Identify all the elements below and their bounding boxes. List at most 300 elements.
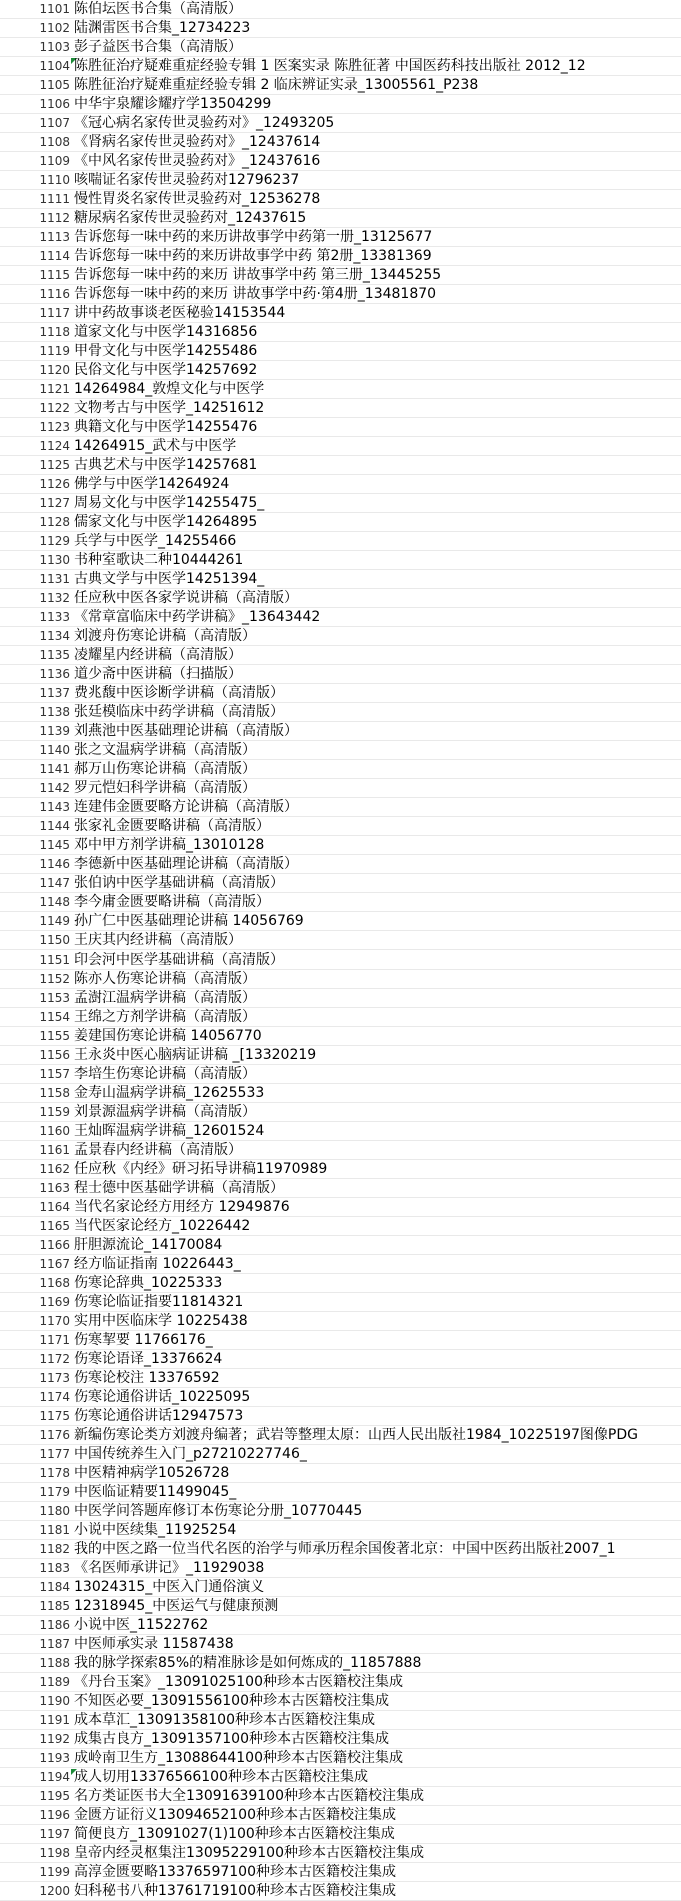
book-title-cell[interactable]: 《名医师承讲记》_11929038 — [74, 1559, 265, 1576]
table-row[interactable] — [0, 1407, 681, 1426]
table-row[interactable] — [0, 437, 681, 456]
book-title-cell[interactable]: 张家礼金匮要略讲稿（高清版） — [74, 818, 270, 835]
book-title-cell[interactable]: 张廷模临床中药学讲稿（高清版） — [74, 704, 284, 721]
row-number: 1114 — [39, 249, 70, 264]
table-row[interactable] — [0, 418, 681, 437]
book-title-cell[interactable]: 彭子益医书合集（高清版） — [74, 39, 242, 56]
book-title-cell[interactable]: 古典文学与中医学14251394_ — [74, 571, 265, 588]
row-number: 1103 — [39, 40, 70, 55]
row-number: 1185 — [39, 1598, 70, 1613]
row-number: 1143 — [39, 800, 70, 815]
table-row[interactable] — [0, 1464, 681, 1483]
table-row[interactable] — [0, 741, 681, 760]
table-row[interactable] — [0, 228, 681, 247]
book-title-cell[interactable]: 中医临证精要11499045_ — [74, 1483, 237, 1500]
book-title-cell[interactable]: 讲中药故事谈老医秘验14153544 — [74, 305, 286, 322]
book-title-cell[interactable]: 连建伟金匮要略方论讲稿（高清版） — [74, 799, 298, 816]
book-title-cell[interactable]: 道家文化与中医学14316856 — [74, 324, 258, 341]
table-row[interactable] — [0, 1312, 681, 1331]
table-row[interactable] — [0, 0, 681, 19]
book-title-cell[interactable]: 皇帝内经灵枢集注13095229100种珍本古医籍校注集成 — [74, 1844, 424, 1861]
table-row[interactable] — [0, 703, 681, 722]
table-row[interactable] — [0, 475, 681, 494]
row-number: 1107 — [39, 116, 70, 131]
row-number: 1199 — [39, 1864, 70, 1879]
row-number: 1190 — [39, 1693, 70, 1708]
table-row[interactable] — [0, 1350, 681, 1369]
book-title-cell[interactable]: 《冠心病名家传世灵验药对》_12493205 — [74, 115, 335, 132]
row-number: 1192 — [39, 1731, 70, 1746]
row-number: 1196 — [39, 1807, 70, 1822]
table-row[interactable] — [0, 1597, 681, 1616]
book-title-cell[interactable]: 经方临证指南 10226443_ — [74, 1255, 241, 1272]
row-number: 1139 — [39, 724, 70, 739]
table-row[interactable] — [0, 1863, 681, 1882]
row-number: 1182 — [39, 1541, 70, 1556]
table-row[interactable] — [0, 1616, 681, 1635]
row-number: 1131 — [39, 572, 70, 587]
book-title-cell[interactable]: 伤寒论通俗讲话_10225095 — [74, 1388, 251, 1405]
book-title-cell[interactable]: 刘景源温病学讲稿（高清版） — [74, 1103, 256, 1120]
row-number: 1145 — [39, 838, 70, 853]
book-title-cell[interactable]: 凌耀星内经讲稿（高清版） — [74, 647, 242, 664]
row-number: 1135 — [39, 648, 70, 663]
table-row[interactable] — [0, 1730, 681, 1749]
row-number: 1187 — [39, 1636, 70, 1651]
book-title-cell[interactable]: 告诉您每一味中药的来历 讲故事学中药·第4册_13481870 — [74, 286, 437, 303]
table-row[interactable] — [0, 304, 681, 323]
row-number: 1168 — [39, 1275, 70, 1290]
table-row[interactable] — [0, 931, 681, 950]
row-number: 1112 — [39, 211, 70, 226]
table-row[interactable] — [0, 57, 681, 76]
book-title-cell[interactable]: 成人切用13376566100种珍本古医籍校注集成 — [74, 1768, 368, 1785]
row-number: 1134 — [39, 629, 70, 644]
book-title-cell[interactable]: 道少斋中医讲稿（扫描版） — [74, 666, 242, 683]
table-row[interactable] — [0, 1027, 681, 1046]
row-number: 1109 — [39, 154, 70, 169]
table-row[interactable] — [0, 1198, 681, 1217]
row-number: 1144 — [39, 819, 70, 834]
table-row[interactable] — [0, 1274, 681, 1293]
book-title-cell[interactable]: 陈亦人伤寒论讲稿（高清版） — [74, 970, 256, 987]
table-row[interactable] — [0, 1521, 681, 1540]
row-number: 1156 — [39, 1047, 70, 1062]
book-title-cell[interactable]: 伤寒论通俗讲话12947573 — [74, 1407, 244, 1424]
table-row[interactable] — [0, 1540, 681, 1559]
table-row[interactable] — [0, 874, 681, 893]
book-title-cell[interactable]: 任应秋《内经》研习拓导讲稿11970989 — [74, 1160, 328, 1177]
table-row[interactable] — [0, 989, 681, 1008]
row-number: 1147 — [39, 876, 70, 891]
book-title-cell[interactable]: 郝万山伤寒论讲稿（高清版） — [74, 761, 256, 778]
book-title-cell[interactable]: 当代名家论经方用经方 12949876 — [74, 1198, 290, 1215]
book-title-cell[interactable]: 邓中甲方剂学讲稿_13010128 — [74, 837, 265, 854]
row-number: 1172 — [39, 1351, 70, 1366]
row-number: 1162 — [39, 1161, 70, 1176]
book-title-cell[interactable]: 《中风名家传世灵验药对》_12437616 — [74, 153, 321, 170]
table-row[interactable] — [0, 836, 681, 855]
row-number: 1146 — [39, 857, 70, 872]
book-title-cell[interactable]: 名方类证医书大全13091639100种珍本古医籍校注集成 — [74, 1787, 424, 1804]
table-row[interactable] — [0, 1255, 681, 1274]
row-number: 1132 — [39, 591, 70, 606]
row-number: 1108 — [39, 135, 70, 150]
book-title-cell[interactable]: 书种室歌诀二种10444261 — [74, 552, 244, 569]
row-number: 1173 — [39, 1370, 70, 1385]
row-number: 1197 — [39, 1826, 70, 1841]
table-row[interactable] — [0, 1103, 681, 1122]
book-title-cell[interactable]: 咳喘证名家传世灵验药对12796237 — [74, 172, 300, 189]
book-title-cell[interactable]: 陆渊雷医书合集_12734223 — [74, 20, 251, 36]
book-title-cell[interactable]: 小说中医续集_11925254 — [74, 1521, 237, 1538]
row-number: 1186 — [39, 1617, 70, 1632]
table-row[interactable] — [0, 1787, 681, 1806]
row-number: 1164 — [39, 1199, 70, 1214]
table-row[interactable] — [0, 1654, 681, 1673]
book-title-cell[interactable]: 13024315_中医入门通俗演义 — [74, 1578, 265, 1595]
book-title-cell[interactable]: 中国传统养生入门_p27210227746_ — [74, 1445, 307, 1462]
table-row[interactable] — [0, 209, 681, 228]
row-number: 1151 — [39, 952, 70, 967]
row-number: 1125 — [39, 458, 70, 473]
table-row[interactable] — [0, 1502, 681, 1521]
row-number: 1188 — [39, 1655, 70, 1670]
book-title-cell[interactable]: 成集古良方_13091357100种珍本古医籍校注集成 — [74, 1730, 389, 1747]
table-row[interactable] — [0, 1122, 681, 1141]
book-title-cell[interactable]: 高淳金匮要略13376597100种珍本古医籍校注集成 — [74, 1863, 396, 1880]
row-number: 1124 — [39, 439, 70, 454]
book-title-cell[interactable]: 《丹台玉案》_13091025100种珍本古医籍校注集成 — [74, 1673, 403, 1690]
book-title-cell[interactable]: 佛学与中医学14264924 — [74, 476, 230, 493]
book-title-cell[interactable]: 王永炎中医心脑病证讲稿 _[13320219 — [74, 1046, 317, 1063]
row-number: 1106 — [39, 97, 70, 112]
table-row[interactable] — [0, 380, 681, 399]
table-row[interactable] — [0, 532, 681, 551]
book-title-cell[interactable]: 小说中医_11522762 — [74, 1616, 209, 1633]
row-number: 1169 — [39, 1294, 70, 1309]
row-number: 1194 — [39, 1769, 70, 1784]
book-title-cell[interactable]: 古典艺术与中医学14257681 — [74, 457, 258, 474]
book-title-cell[interactable]: 王绵之方剂学讲稿（高清版） — [74, 1008, 256, 1025]
row-number: 1159 — [39, 1104, 70, 1119]
table-row[interactable] — [0, 589, 681, 608]
row-number: 1157 — [39, 1066, 70, 1081]
row-number: 1166 — [39, 1237, 70, 1252]
book-title-cell[interactable]: 《常章富临床中药学讲稿》_13643442 — [74, 609, 321, 626]
row-number: 1189 — [39, 1674, 70, 1689]
row-number: 1180 — [39, 1503, 70, 1518]
book-title-cell[interactable]: 费兆馥中医诊断学讲稿（高清版） — [74, 685, 284, 702]
row-number: 1111 — [39, 192, 70, 207]
book-title-cell[interactable]: 我的中医之路一位当代名医的治学与师承历程余国俊著北京：中国中医药出版社2007_1 — [74, 1540, 616, 1557]
row-number: 1167 — [39, 1256, 70, 1271]
book-title-cell[interactable]: 兵学与中医学_14255466 — [74, 533, 237, 550]
table-row[interactable] — [0, 893, 681, 912]
table-row[interactable] — [0, 399, 681, 418]
book-title-cell[interactable]: 《肾病名家传世灵验药对》_12437614 — [74, 134, 321, 151]
table-row[interactable] — [0, 1331, 681, 1350]
row-number: 1141 — [39, 762, 70, 777]
row-number: 1183 — [39, 1560, 70, 1575]
row-number: 1155 — [39, 1028, 70, 1043]
row-number: 1123 — [39, 420, 70, 435]
row-number: 1179 — [39, 1484, 70, 1499]
table-row[interactable] — [0, 855, 681, 874]
table-row[interactable] — [0, 1293, 681, 1312]
book-title-cell[interactable]: 伤寒论语译_13376624 — [74, 1350, 223, 1367]
book-title-cell[interactable]: 成本草汇_13091358100种珍本古医籍校注集成 — [74, 1711, 375, 1728]
book-title-cell[interactable]: 陈伯坛医书合集（高清版） — [74, 1, 242, 17]
book-title-cell[interactable]: 李培生伤寒论讲稿（高清版） — [74, 1065, 256, 1082]
table-row[interactable] — [0, 323, 681, 342]
book-title-cell[interactable]: 罗元恺妇科学讲稿（高清版） — [74, 780, 256, 797]
table-row[interactable] — [0, 1673, 681, 1692]
table-row[interactable] — [0, 266, 681, 285]
row-number: 1104 — [39, 59, 70, 74]
table-row[interactable] — [0, 1483, 681, 1502]
row-number: 1118 — [39, 325, 70, 340]
table-row[interactable] — [0, 1635, 681, 1654]
table-row[interactable] — [0, 970, 681, 989]
table-row[interactable] — [0, 456, 681, 475]
table-row[interactable] — [0, 38, 681, 57]
row-number: 1113 — [39, 230, 70, 245]
row-number: 1193 — [39, 1750, 70, 1765]
table-row[interactable] — [0, 1692, 681, 1711]
book-title-cell[interactable]: 妇科秘书八种13761719100种珍本古医籍校注集成 — [74, 1882, 396, 1899]
row-number: 1184 — [39, 1579, 70, 1594]
row-number: 1160 — [39, 1123, 70, 1138]
row-number: 1165 — [39, 1218, 70, 1233]
book-title-cell[interactable]: 张伯讷中医学基础讲稿（高清版） — [74, 875, 284, 892]
table-row[interactable] — [0, 1008, 681, 1027]
table-row[interactable] — [0, 19, 681, 38]
row-number: 1101 — [39, 2, 70, 16]
row-number: 1117 — [39, 306, 70, 321]
book-title-cell[interactable]: 任应秋中医各家学说讲稿（高清版） — [74, 590, 298, 607]
row-number: 1121 — [39, 382, 70, 397]
book-title-cell[interactable]: 伤寒论临证指要11814321 — [74, 1293, 244, 1310]
book-title-cell[interactable]: 告诉您每一味中药的来历 讲故事学中药 第三册_13445255 — [74, 267, 442, 284]
table-row[interactable] — [0, 76, 681, 95]
row-number: 1175 — [39, 1408, 70, 1423]
table-row[interactable] — [0, 1388, 681, 1407]
table-row[interactable] — [0, 627, 681, 646]
book-title-cell[interactable]: 孟景春内经讲稿（高清版） — [74, 1141, 242, 1158]
table-row[interactable] — [0, 1711, 681, 1730]
table-row[interactable] — [0, 171, 681, 190]
table-row[interactable] — [0, 722, 681, 741]
table-row[interactable] — [0, 1160, 681, 1179]
table-row[interactable] — [0, 361, 681, 380]
table-row[interactable] — [0, 494, 681, 513]
book-title-cell[interactable]: 中华宇泉耀诊耀疗学13504299 — [74, 96, 272, 113]
row-number: 1138 — [39, 705, 70, 720]
table-row[interactable] — [0, 1046, 681, 1065]
table-row[interactable] — [0, 152, 681, 171]
row-number: 1181 — [39, 1522, 70, 1537]
row-number: 1137 — [39, 686, 70, 701]
book-title-cell[interactable]: 王庆其内经讲稿（高清版） — [74, 932, 242, 949]
book-title-cell[interactable]: 金寿山温病学讲稿_12625533 — [74, 1084, 265, 1101]
row-number: 1148 — [39, 895, 70, 910]
row-number: 1126 — [39, 477, 70, 492]
book-title-cell[interactable]: 陈胜征治疗疑难重症经验专辑 1 医案实录 陈胜征著 中国医药科技出版社 2012_12 — [74, 58, 586, 75]
book-title-cell[interactable]: 告诉您每一味中药的来历讲故事学中药第一册_13125677 — [74, 229, 433, 246]
book-title-cell[interactable]: 成岭南卫生方_13088644100种珍本古医籍校注集成 — [74, 1749, 403, 1766]
book-title-cell[interactable]: 典籍文化与中医学14255476 — [74, 419, 258, 436]
book-title-cell[interactable]: 孙广仁中医基础理论讲稿 14056769 — [74, 913, 304, 930]
book-title-cell[interactable]: 中医学问答题库修订本伤寒论分册_10770445 — [74, 1502, 363, 1519]
book-title-cell[interactable]: 程士德中医基础学讲稿（高清版） — [74, 1179, 284, 1196]
row-number: 1198 — [39, 1845, 70, 1860]
table-row[interactable] — [0, 570, 681, 589]
table-row[interactable] — [0, 1369, 681, 1388]
table-row[interactable] — [0, 190, 681, 209]
book-title-cell[interactable]: 李德新中医基础理论讲稿（高清版） — [74, 856, 298, 873]
row-number: 1119 — [39, 344, 70, 359]
table-row[interactable] — [0, 912, 681, 931]
row-number: 1140 — [39, 743, 70, 758]
row-number: 1154 — [39, 1009, 70, 1024]
row-number: 1153 — [39, 990, 70, 1005]
book-title-cell[interactable]: 中医精神病学10526728 — [74, 1464, 230, 1481]
table-row[interactable] — [0, 1749, 681, 1768]
row-number: 1178 — [39, 1465, 70, 1480]
table-row[interactable] — [0, 513, 681, 532]
book-title-cell[interactable]: 当代医家论经方_10226442 — [74, 1217, 251, 1234]
row-number: 1102 — [39, 21, 70, 35]
table-row[interactable] — [0, 342, 681, 361]
table-row[interactable] — [0, 1578, 681, 1597]
table-row[interactable] — [0, 551, 681, 570]
book-title-cell[interactable]: 12318945_中医运气与健康预测 — [74, 1597, 279, 1614]
row-number: 1163 — [39, 1180, 70, 1195]
row-number: 1142 — [39, 781, 70, 796]
table-row[interactable] — [0, 798, 681, 817]
table-row[interactable] — [0, 1217, 681, 1236]
table-row[interactable] — [0, 665, 681, 684]
book-title-cell[interactable]: 伤寒论校注 13376592 — [74, 1369, 220, 1386]
book-title-cell[interactable]: 张之文温病学讲稿（高清版） — [74, 742, 256, 759]
book-title-cell[interactable]: 金匮方证衍义13094652100种珍本古医籍校注集成 — [74, 1806, 396, 1823]
table-row[interactable] — [0, 1065, 681, 1084]
book-title-cell[interactable]: 不知医必要_13091556100种珍本古医籍校注集成 — [74, 1692, 389, 1709]
table-row[interactable] — [0, 1141, 681, 1160]
book-title-cell[interactable]: 李今庸金匮要略讲稿（高清版） — [74, 894, 270, 911]
table-row[interactable] — [0, 760, 681, 779]
row-number: 1177 — [39, 1446, 70, 1461]
table-row[interactable] — [0, 646, 681, 665]
table-row[interactable] — [0, 114, 681, 133]
book-title-cell[interactable]: 我的脉学探索85%的精准脉诊是如何炼成的_11857888 — [74, 1654, 422, 1671]
row-number: 1170 — [39, 1313, 70, 1328]
table-row[interactable] — [0, 285, 681, 304]
book-title-cell[interactable]: 甲骨文化与中医学14255486 — [74, 343, 258, 360]
book-title-cell[interactable]: 告诉您每一味中药的来历讲故事学中药 第2册_13381369 — [74, 248, 432, 265]
book-title-cell[interactable]: 简便良方_13091027(1)100种珍本古医籍校注集成 — [74, 1825, 395, 1842]
book-title-cell[interactable]: 印会河中医学基础讲稿（高清版） — [74, 951, 284, 968]
table-row[interactable] — [0, 1768, 681, 1787]
row-number: 1191 — [39, 1712, 70, 1727]
table-row[interactable] — [0, 1236, 681, 1255]
book-title-cell[interactable]: 中医师承实录 11587438 — [74, 1635, 234, 1652]
table-row[interactable] — [0, 779, 681, 798]
table-row[interactable] — [0, 1806, 681, 1825]
row-number: 1195 — [39, 1788, 70, 1803]
row-number: 1130 — [39, 553, 70, 568]
book-title-cell[interactable]: 孟澍江温病学讲稿（高清版） — [74, 989, 256, 1006]
row-number: 1129 — [39, 534, 70, 549]
row-number: 1133 — [39, 610, 70, 625]
book-title-cell[interactable]: 文物考古与中医学_14251612 — [74, 400, 265, 417]
table-row[interactable] — [0, 95, 681, 114]
table-row[interactable] — [0, 608, 681, 627]
row-number: 1136 — [39, 667, 70, 682]
row-number: 1110 — [39, 173, 70, 188]
row-number: 1200 — [39, 1883, 70, 1898]
row-number: 1171 — [39, 1332, 70, 1347]
row-number: 1127 — [39, 496, 70, 511]
row-number: 1174 — [39, 1389, 70, 1404]
table-row[interactable] — [0, 1825, 681, 1844]
row-number: 1120 — [39, 363, 70, 378]
book-title-cell[interactable]: 陈胜征治疗疑难重症经验专辑 2 临床辨证实录_13005561_P238 — [74, 77, 479, 94]
book-title-cell[interactable]: 新编伤寒论类方刘渡舟编著；武岩等整理太原：山西人民出版社1984_10225197图像PDG — [74, 1426, 638, 1443]
book-title-cell[interactable]: 14264915_武术与中医学 — [74, 438, 237, 455]
book-title-cell[interactable]: 伤寒论辞典_10225333 — [74, 1274, 223, 1291]
table-row[interactable] — [0, 1084, 681, 1103]
row-number: 1150 — [39, 933, 70, 948]
book-title-cell[interactable]: 刘渡舟伤寒论讲稿（高清版） — [74, 628, 256, 645]
book-title-cell[interactable]: 慢性胃炎名家传世灵验药对_12536278 — [74, 191, 321, 208]
book-title-cell[interactable]: 刘燕池中医基础理论讲稿（高清版） — [74, 723, 298, 740]
table-row[interactable] — [0, 1844, 681, 1863]
table-row[interactable] — [0, 1559, 681, 1578]
table-row[interactable] — [0, 951, 681, 970]
book-title-cell[interactable]: 伤寒挈要 11766176_ — [74, 1331, 213, 1348]
book-title-cell[interactable]: 民俗文化与中医学14257692 — [74, 362, 258, 379]
row-number: 1128 — [39, 515, 70, 530]
book-title-cell[interactable]: 肝胆源流论_14170084 — [74, 1236, 223, 1253]
row-number: 1149 — [39, 914, 70, 929]
book-title-cell[interactable]: 王灿晖温病学讲稿_12601524 — [74, 1122, 265, 1139]
table-row[interactable] — [0, 1426, 681, 1445]
book-title-cell[interactable]: 周易文化与中医学14255475_ — [74, 495, 265, 512]
table-row[interactable] — [0, 684, 681, 703]
book-title-cell[interactable]: 实用中医临床学 10225438 — [74, 1312, 248, 1329]
book-title-cell[interactable]: 糖尿病名家传世灵验药对_12437615 — [74, 210, 307, 227]
row-number: 1122 — [39, 401, 70, 416]
table-row[interactable] — [0, 1882, 681, 1901]
row-number: 1116 — [39, 287, 70, 302]
row-number: 1158 — [39, 1085, 70, 1100]
table-row[interactable] — [0, 247, 681, 266]
row-number: 1115 — [39, 268, 70, 283]
book-title-cell[interactable]: 儒家文化与中医学14264895 — [74, 514, 258, 531]
table-row[interactable] — [0, 1445, 681, 1464]
book-title-cell[interactable]: 姜建国伤寒论讲稿 14056770 — [74, 1027, 262, 1044]
table-row[interactable] — [0, 1179, 681, 1198]
table-row[interactable] — [0, 133, 681, 152]
row-number: 1152 — [39, 971, 70, 986]
row-number: 1176 — [39, 1427, 70, 1442]
row-number: 1105 — [39, 78, 70, 93]
table-row[interactable] — [0, 817, 681, 836]
row-number: 1161 — [39, 1142, 70, 1157]
book-title-cell[interactable]: 14264984_敦煌文化与中医学 — [74, 381, 265, 398]
